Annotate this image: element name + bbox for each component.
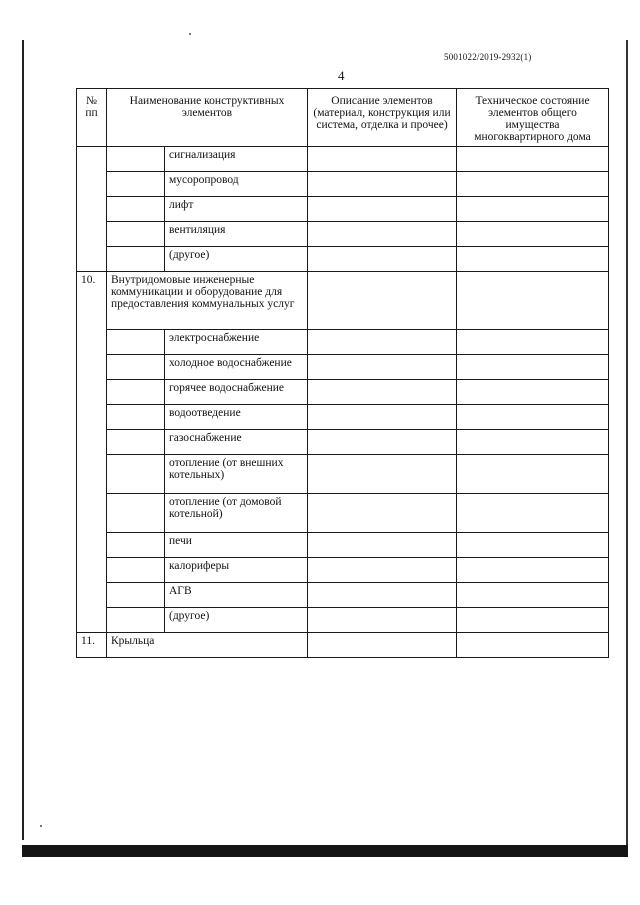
indent-cell [107, 380, 165, 405]
state-cell [457, 272, 609, 330]
state-cell [457, 247, 609, 272]
element-name: отопление (от внешних котельных) [165, 455, 308, 494]
indent-cell [107, 430, 165, 455]
state-cell [457, 608, 609, 633]
description-cell [308, 430, 457, 455]
scan-speck [189, 33, 191, 35]
table-row [77, 197, 609, 222]
table-header-row [77, 89, 609, 147]
scan-speck [40, 825, 42, 827]
element-name: (другое) [165, 247, 308, 272]
table-row [77, 147, 609, 172]
table-row [77, 405, 609, 430]
element-name: газоснабжение [165, 430, 308, 455]
table-row [77, 558, 609, 583]
description-cell [308, 558, 457, 583]
description-cell [308, 608, 457, 633]
section-title: Внутридомовые инженерные коммуникации и оборудование для предоставления коммунальных услуг [107, 272, 308, 330]
state-cell [457, 455, 609, 494]
description-cell [308, 380, 457, 405]
bottom-scan-bar [22, 845, 628, 857]
indent-cell [107, 608, 165, 633]
indent-cell [107, 533, 165, 558]
right-scan-border [626, 40, 628, 850]
section-title: Крыльца [107, 633, 308, 658]
state-cell [457, 355, 609, 380]
element-name: печи [165, 533, 308, 558]
table-row [77, 330, 609, 355]
row-num-cell [77, 147, 107, 272]
description-cell [308, 405, 457, 430]
description-cell [308, 147, 457, 172]
element-name: водоотведение [165, 405, 308, 430]
element-name: электроснабжение [165, 330, 308, 355]
element-name: (другое) [165, 608, 308, 633]
structural-elements-table [76, 88, 609, 658]
state-cell [457, 405, 609, 430]
page-number: 4 [338, 68, 345, 83]
description-cell [308, 494, 457, 533]
description-cell [308, 533, 457, 558]
state-cell [457, 583, 609, 608]
state-cell [457, 558, 609, 583]
description-cell [308, 583, 457, 608]
indent-cell [107, 405, 165, 430]
state-cell [457, 172, 609, 197]
description-cell [308, 197, 457, 222]
section-row [77, 633, 609, 658]
indent-cell [107, 247, 165, 272]
indent-cell [107, 494, 165, 533]
indent-cell [107, 222, 165, 247]
state-cell [457, 494, 609, 533]
description-cell [308, 633, 457, 658]
header-num: № пп [77, 89, 107, 147]
state-cell [457, 147, 609, 172]
state-cell [457, 430, 609, 455]
indent-cell [107, 147, 165, 172]
element-name: АГВ [165, 583, 308, 608]
indent-cell [107, 455, 165, 494]
element-name: калориферы [165, 558, 308, 583]
element-name: отопление (от домовой котельной) [165, 494, 308, 533]
state-cell [457, 380, 609, 405]
description-cell [308, 272, 457, 330]
indent-cell [107, 355, 165, 380]
indent-cell [107, 558, 165, 583]
section-number: 11. [77, 633, 107, 658]
element-name: холодное водоснабжение [165, 355, 308, 380]
element-name: горячее водоснабжение [165, 380, 308, 405]
table-row [77, 455, 609, 494]
indent-cell [107, 330, 165, 355]
description-cell [308, 455, 457, 494]
header-description: Описание элементов (материал, конструкция или система, отделка и прочее) [308, 89, 457, 147]
table-row [77, 583, 609, 608]
table-row [77, 355, 609, 380]
description-cell [308, 330, 457, 355]
state-cell [457, 533, 609, 558]
description-cell [308, 247, 457, 272]
state-cell [457, 330, 609, 355]
section-row [77, 272, 609, 330]
document-id: 5001022/2019-2932(1) [444, 52, 532, 62]
description-cell [308, 355, 457, 380]
table-row [77, 247, 609, 272]
indent-cell [107, 583, 165, 608]
table-row [77, 172, 609, 197]
element-name: мусоропровод [165, 172, 308, 197]
table-row [77, 533, 609, 558]
element-name: сигнализация [165, 147, 308, 172]
header-state: Техническое состояние элементов общего имущества многоквартирного дома [457, 89, 609, 147]
table-row [77, 380, 609, 405]
indent-cell [107, 197, 165, 222]
description-cell [308, 222, 457, 247]
section-number: 10. [77, 272, 107, 633]
indent-cell [107, 172, 165, 197]
state-cell [457, 633, 609, 658]
left-scan-border [22, 40, 24, 840]
header-name: Наименование конструктивных элементов [107, 89, 308, 147]
element-name: лифт [165, 197, 308, 222]
state-cell [457, 197, 609, 222]
description-cell [308, 172, 457, 197]
element-name: вентиляция [165, 222, 308, 247]
table-row [77, 608, 609, 633]
table-row [77, 430, 609, 455]
table-row [77, 494, 609, 533]
state-cell [457, 222, 609, 247]
table-row [77, 222, 609, 247]
